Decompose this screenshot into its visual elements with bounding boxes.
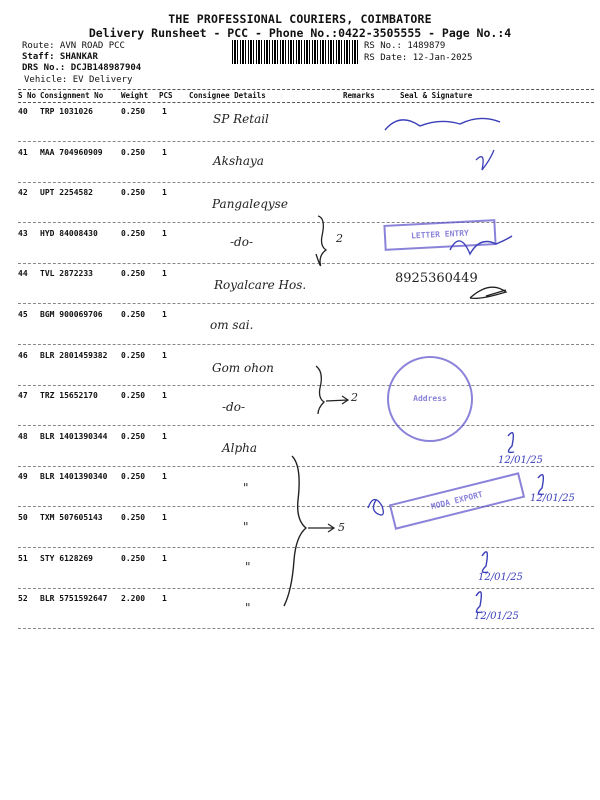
cell-sno: 48: [18, 431, 28, 441]
signature-scribble: [450, 236, 512, 254]
cell-pcs: 1: [162, 553, 167, 563]
signature-date: 12/01/25: [478, 572, 523, 583]
cell-weight: 0.250: [121, 107, 146, 116]
cell-consignment-no: BLR 5751592647: [40, 594, 108, 604]
cell-pcs: 1: [162, 147, 167, 157]
cell-weight: 0.250: [121, 513, 146, 522]
round-seal-stamp: Address: [387, 356, 473, 442]
cell-sno: 42: [18, 188, 28, 198]
cell-consignment-no: HYD 84008430: [40, 228, 98, 238]
signature-scribble: [476, 592, 482, 613]
handwritten-consignee: -do-: [222, 400, 246, 414]
handwritten-consignee: Akshaya: [213, 154, 264, 168]
cell-weight: 0.250: [121, 472, 146, 482]
company-stamp: MODA EXPORT: [389, 472, 525, 530]
company-title: THE PROFESSIONAL COURIERS, COIMBATORE: [168, 12, 432, 26]
cell-consignment-no: MAA 704960909: [40, 147, 103, 157]
cell-pcs: 1: [162, 513, 167, 522]
cell-consignment-no: BLR 1401390344: [40, 431, 108, 441]
signature-scribble: [538, 475, 544, 495]
cell-consignment-no: BGM 900069706: [40, 310, 103, 319]
runsheet-subtitle: Delivery Runsheet - PCC - Phone No.:0422-3505555 - Page No.:4: [88, 26, 512, 40]
cell-weight: 0.250: [121, 269, 146, 279]
cell-weight: 0.250: [121, 147, 146, 157]
cell-weight: 0.250: [121, 310, 146, 319]
staff: Staff: SHANKAR: [22, 52, 98, 62]
handwritten-consignee: Gom ohon: [212, 361, 274, 375]
signature-scribble: [470, 287, 506, 298]
col-pcs: PCS: [159, 91, 173, 100]
handwritten-consignee: Royalcare Hos.: [214, 278, 307, 292]
cell-weight: 2.200: [121, 594, 146, 604]
cell-consignment-no: UPT 2254582: [40, 188, 93, 198]
brace-mark: [284, 456, 306, 606]
cell-sno: 40: [18, 107, 28, 116]
handwritten-ditto: ": [243, 481, 249, 495]
cell-weight: 0.250: [121, 553, 146, 563]
cell-weight: 0.250: [121, 350, 146, 360]
cell-pcs: 1: [162, 228, 167, 238]
handwritten-consignee: -do-: [230, 235, 254, 249]
cell-weight: 0.250: [121, 391, 146, 401]
cell-pcs: 1: [162, 391, 167, 401]
brace-count: 2: [336, 232, 343, 245]
cell-pcs: 1: [162, 269, 167, 279]
signature-scribble: [508, 433, 514, 453]
cell-consignment-no: BLR 1401390340: [40, 472, 108, 482]
cell-sno: 46: [18, 350, 28, 360]
cell-consignment-no: BLR 2801459382: [40, 350, 108, 360]
cell-weight: 0.250: [121, 431, 146, 441]
cell-sno: 41: [18, 147, 28, 157]
brace-count: 2: [351, 391, 358, 404]
cell-pcs: 1: [162, 472, 167, 482]
drs-number: DRS No.: DCJB148987904: [22, 63, 142, 73]
cell-sno: 50: [18, 513, 28, 522]
handwritten-ditto: ": [245, 601, 251, 615]
cell-consignment-no: STY 6128269: [40, 553, 93, 563]
cell-pcs: 1: [162, 188, 167, 198]
handwritten-ditto: ": [243, 520, 249, 534]
cell-weight: 0.250: [121, 188, 146, 198]
handwritten-ditto: ": [245, 560, 251, 574]
signature-scribble: [385, 118, 500, 130]
signature-date: 12/01/25: [498, 455, 543, 466]
vehicle: Vehicle: EV Delivery: [24, 75, 133, 85]
col-consignment: Consignment No: [40, 91, 104, 100]
arrow-mark: [326, 396, 348, 404]
cell-pcs: 1: [162, 107, 167, 116]
handwritten-consignee: om sai.: [210, 318, 254, 332]
col-weight: Weight: [121, 91, 149, 100]
cell-sno: 43: [18, 228, 28, 238]
col-sno: S No: [18, 91, 37, 100]
handwritten-consignee: Pangaleqyse: [212, 197, 288, 211]
cell-pcs: 1: [162, 594, 167, 604]
cell-consignment-no: TRZ 15652170: [40, 391, 98, 401]
brace-mark: [316, 366, 324, 414]
signature-date: 12/01/25: [474, 611, 519, 622]
col-consignee: Consignee Details: [189, 91, 266, 100]
rs-date: RS Date: 12-Jan-2025: [364, 53, 473, 63]
arrow-mark: [308, 524, 334, 532]
handwritten-consignee: Alpha: [222, 441, 258, 455]
cell-pcs: 1: [162, 350, 167, 360]
cell-consignment-no: TXM 507605143: [40, 513, 103, 522]
signature-scribble: [476, 150, 494, 170]
cell-weight: 0.250: [121, 228, 146, 238]
cell-sno: 47: [18, 391, 28, 401]
col-remarks: Remarks: [343, 91, 375, 100]
signature-date: 12/01/25: [530, 493, 575, 504]
cell-sno: 45: [18, 310, 28, 319]
cell-pcs: 1: [162, 431, 167, 441]
cell-consignment-no: TVL 2872233: [40, 269, 93, 279]
entry-stamp: LETTER ENTRY: [383, 219, 496, 251]
handwritten-consignee: SP Retail: [213, 112, 269, 126]
col-seal: Seal & Signature: [400, 91, 473, 100]
signature-scribble: [482, 552, 488, 573]
brace-count: 5: [338, 521, 345, 534]
cell-sno: 49: [18, 472, 28, 482]
handwritten-phone: 8925360449: [395, 271, 478, 286]
rs-number: RS No.: 1489879: [364, 41, 446, 51]
cell-sno: 52: [18, 594, 28, 604]
cell-sno: 51: [18, 553, 28, 563]
cell-sno: 44: [18, 269, 28, 279]
signature-scribble: [368, 499, 383, 515]
cell-pcs: 1: [162, 310, 167, 319]
route: Route: AVN ROAD PCC: [22, 41, 125, 51]
cell-consignment-no: TRP 1031026: [40, 107, 93, 116]
brace-mark: [316, 216, 326, 266]
